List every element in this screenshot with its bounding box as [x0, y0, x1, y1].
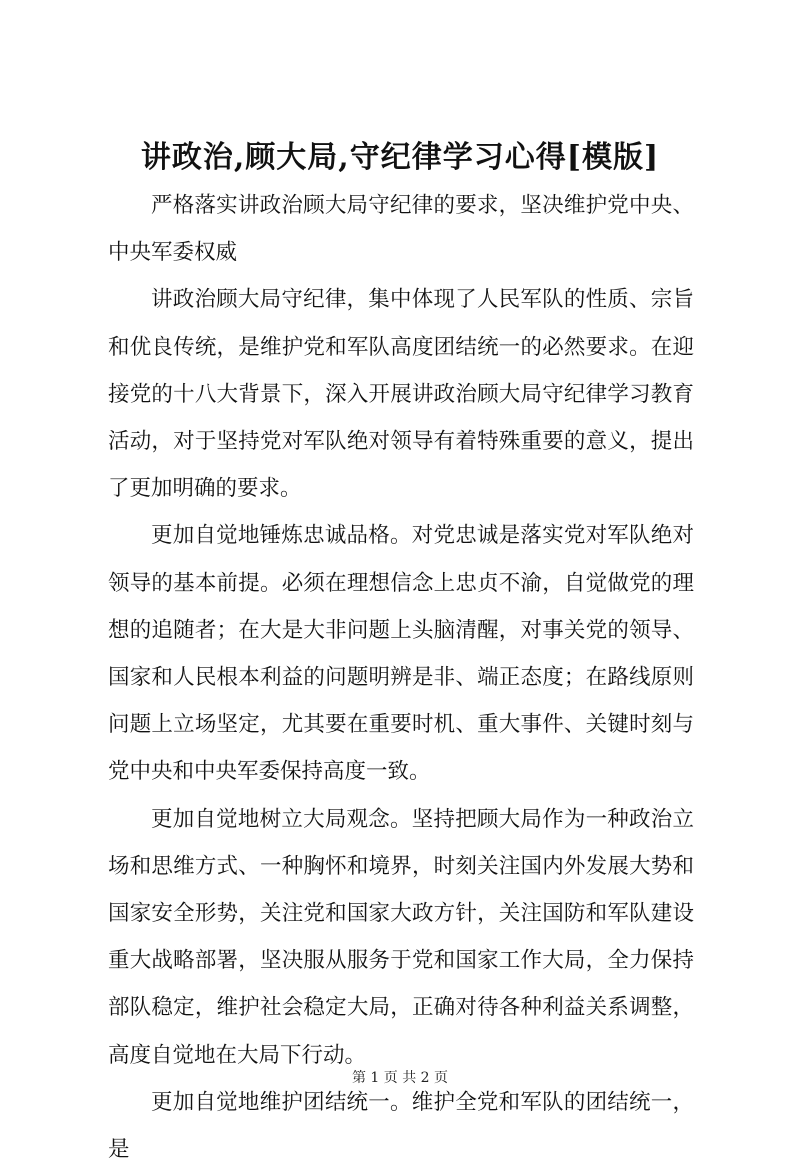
- document-title: 讲政治,顾大局,守纪律学习心得[模版]: [140, 140, 660, 175]
- paragraph-4: 更加自觉地树立大局观念。坚持把顾大局作为一种政治立场和思维方式、一种胸怀和境界，时刻关注国内外发展大势和国家安全形势，关注党和国家大政方针，关注国防和军队建设重大战略部署，坚决服从服务于党和国家工作大局，全力保持部队稳定，维护社会稳定大局，正确对待各种利益关系调整，高度自觉地在大局下行动。: [108, 806, 694, 1068]
- paragraph-1: 严格落实讲政治顾大局守纪律的要求，坚决维护党中央、中央军委权威: [108, 193, 694, 266]
- paragraph-2: 讲政治顾大局守纪律，集中体现了人民军队的性质、宗旨和优良传统，是维护党和军队高度团结统一的必然要求。在迎接党的十八大背景下，深入开展讲政治顾大局守纪律学习教育活动，对于坚持党对军队绝对领导有着特殊重要的意义，提出了更加明确的要求。: [108, 287, 694, 502]
- page-footer: 第 1 页 共 2 页: [351, 1070, 449, 1086]
- paragraph-3: 更加自觉地锤炼忠诚品格。对党忠诚是落实党对军队绝对领导的基本前提。必须在理想信念上忠贞不渝，自觉做党的理想的追随者；在大是大非问题上头脑清醒，对事关党的领导、国家和人民根本利益的问题明辨是非、端正态度；在路线原则问题上立场坚定，尤其要在重要时机、重大事件、关键时刻与党中央和中央军委保持高度一致。: [108, 523, 694, 785]
- document-body: [108, 182, 694, 1173]
- paragraph-5: 更加自觉地维护团结统一。维护全党和军队的团结统一，是: [108, 1089, 694, 1163]
